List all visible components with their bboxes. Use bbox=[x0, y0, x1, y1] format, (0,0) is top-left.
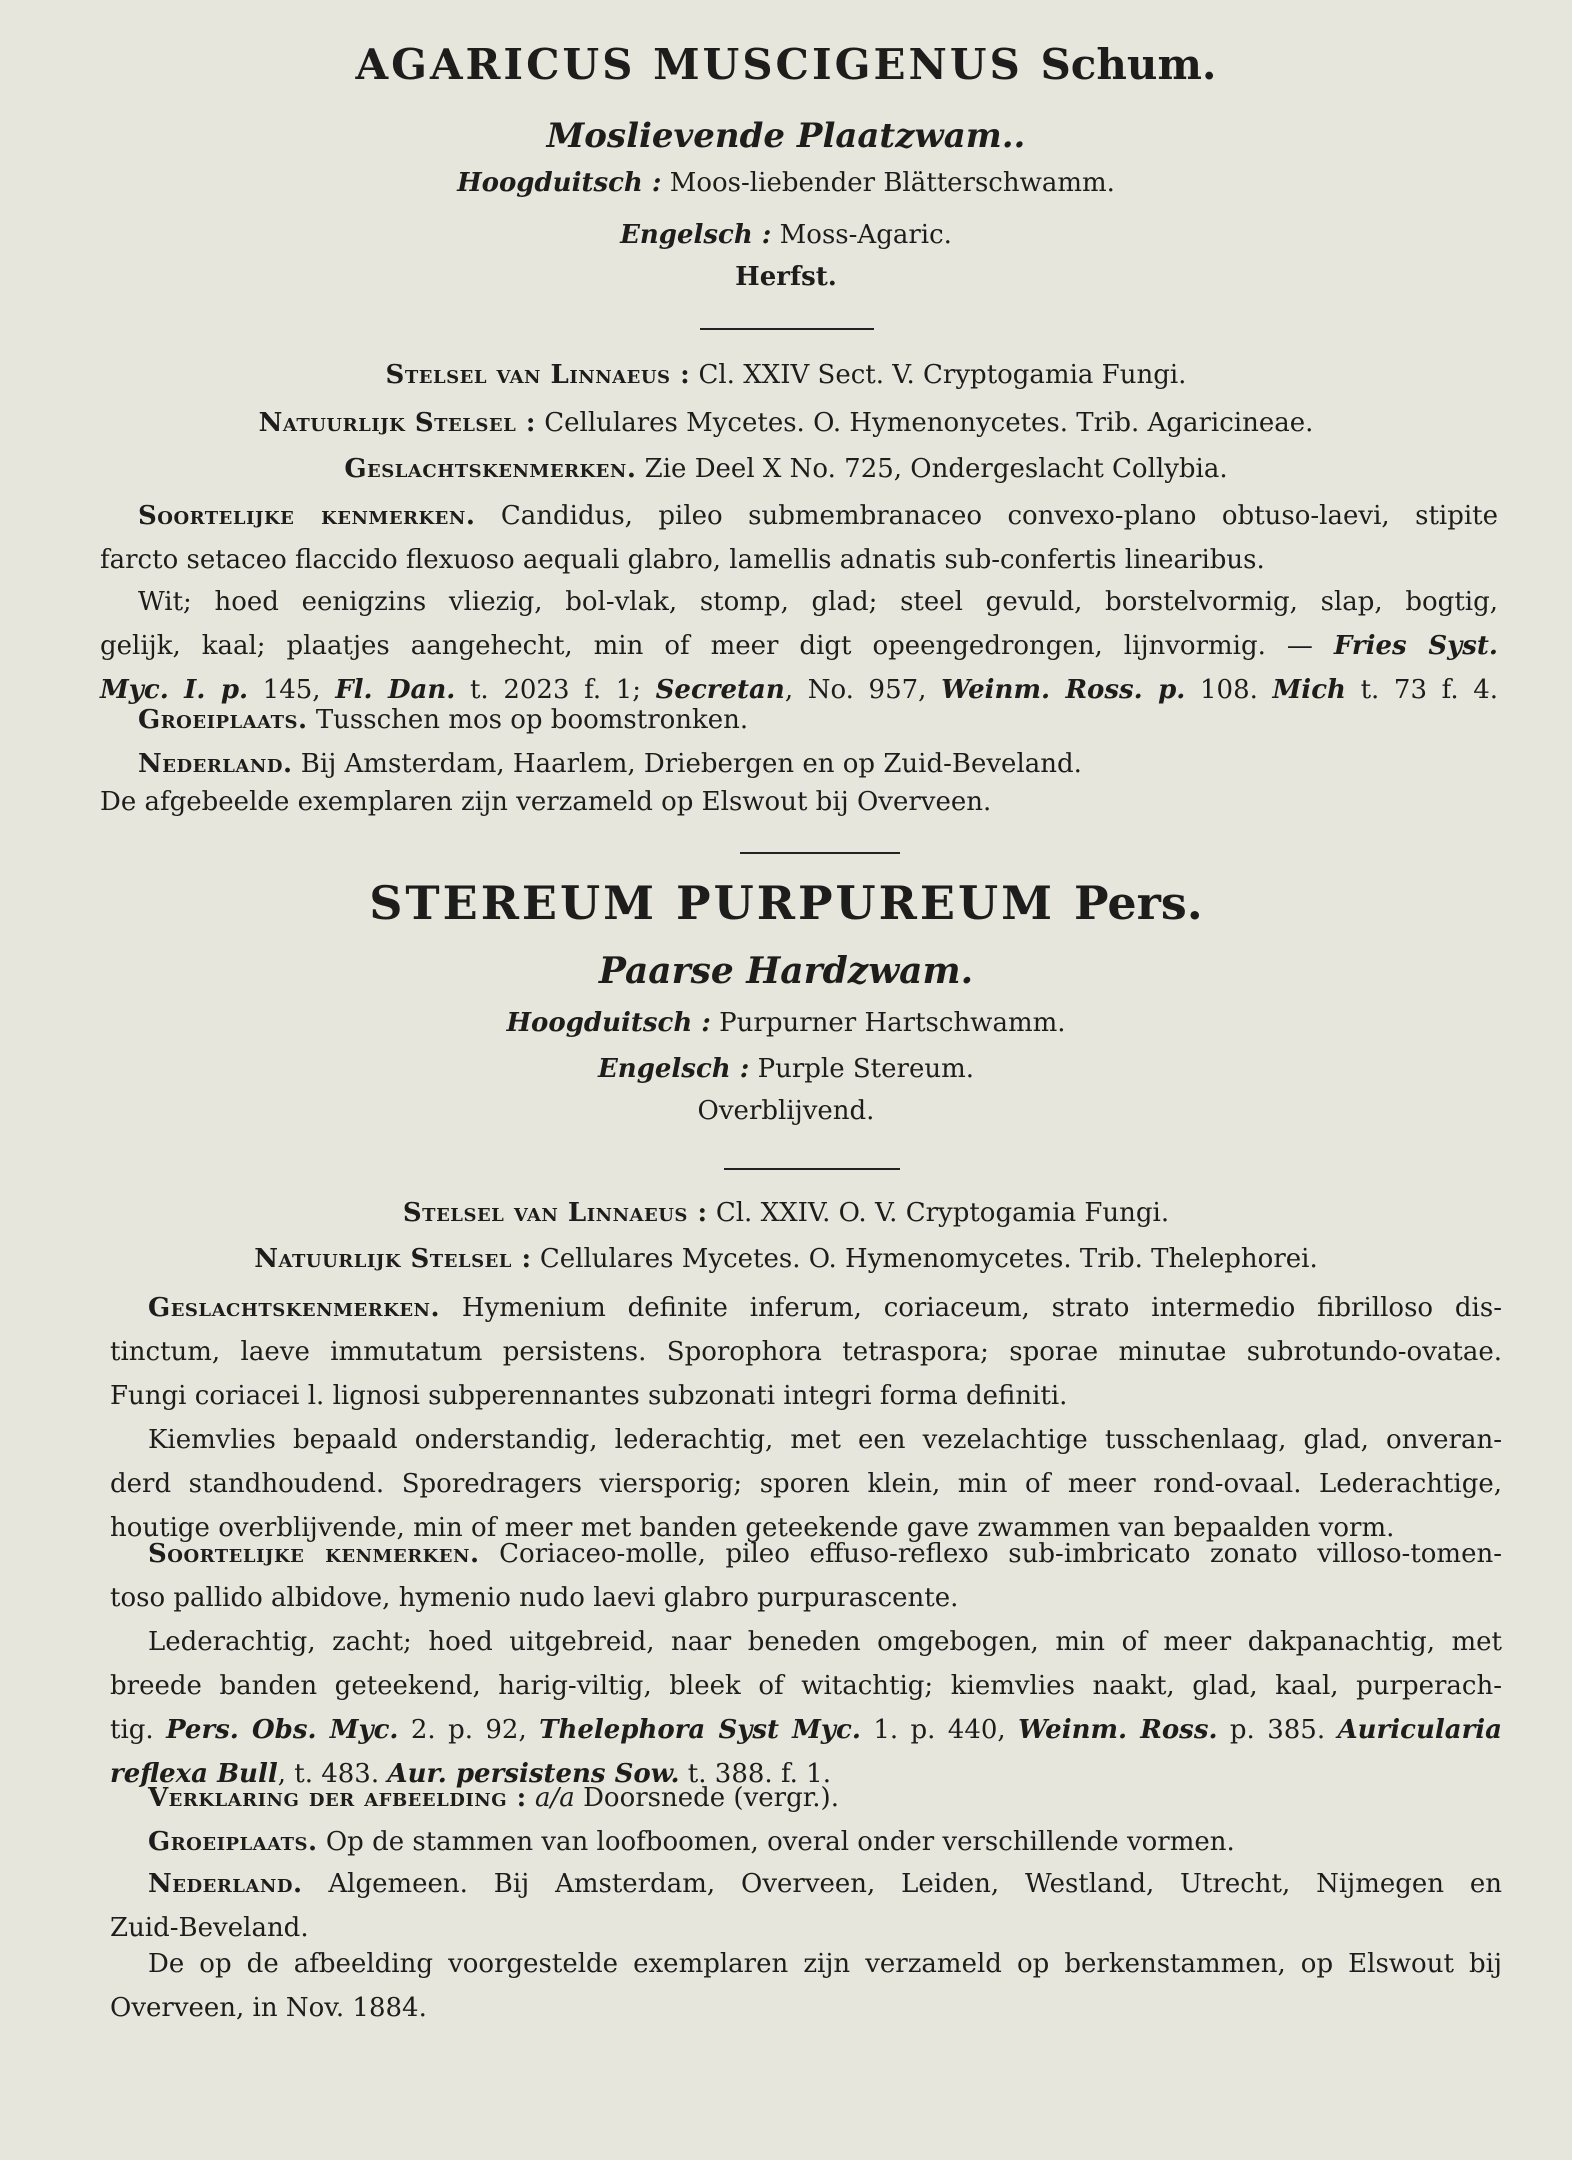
genus-line-1 bbox=[110, 1286, 1502, 1330]
genus-line-3: Fungi coriacei l. lignosi subperennantes subzonati integri forma definiti. bbox=[110, 1381, 1068, 1411]
english-name-line bbox=[0, 220, 1572, 250]
ref-mich: Mich bbox=[1272, 675, 1346, 705]
divider bbox=[700, 328, 874, 330]
ref-text: t. 388. f. 1. bbox=[679, 1759, 831, 1789]
dutch-text-2: gelijk, kaal; plaatjes aangehecht, min of meer digt opeengedrongen, lijnvormig. — bbox=[100, 631, 1334, 661]
specimen-line-1: De op de afbeelding voorgestelde exemplaren zijn verzameld op berkenstammen, op Elswout bij bbox=[148, 1949, 1502, 1979]
ref-text: 2. p. 92, bbox=[398, 1715, 540, 1745]
specimen-note bbox=[100, 780, 1500, 824]
genus-nl-line-1: Kiemvlies bepaald onderstandig, lederachtig, met een vezelachtige tusschenlaag, glad, onveran- bbox=[148, 1425, 1502, 1455]
natural-system bbox=[0, 408, 1572, 438]
season: Herfst. bbox=[735, 262, 837, 292]
figure-line bbox=[110, 1783, 839, 1813]
nl-label: Nederland. bbox=[138, 749, 293, 779]
dutch-line-1: Wit; hoed eenigzins vliezig, bol-vlak, stomp, glad; steel gevuld, borstelvormig, slap, bogtig, bbox=[138, 587, 1498, 617]
german-name-line bbox=[0, 168, 1572, 198]
linnaeus-system bbox=[0, 360, 1572, 390]
ref-text: 1. p. 440, bbox=[860, 1715, 1019, 1745]
references-line-1 bbox=[110, 1708, 1502, 1752]
ref-bull: reflexa Bull bbox=[110, 1759, 278, 1789]
species-line-2: toso pallido albidove, hymenio nudo laevi glabro purpurascente. bbox=[110, 1583, 959, 1613]
nl-line bbox=[100, 749, 1082, 779]
ref-text: 145, bbox=[248, 675, 336, 705]
habitat-label: Groeiplaats. bbox=[148, 1827, 318, 1857]
specimen-note bbox=[110, 1942, 1502, 2030]
species-characters bbox=[100, 494, 1498, 582]
species-line-2: farcto setaceo flaccido flexuoso aequali glabro, lamellis adnatis sub-confertis linearibus. bbox=[100, 545, 1265, 575]
ref-weinm: Weinm. Ross. p. bbox=[941, 675, 1186, 705]
natural-system bbox=[0, 1244, 1572, 1274]
nl-text-1: Algemeen. Bij Amsterdam, Overveen, Leiden, Westland, Utrecht, Nijmegen en bbox=[328, 1869, 1502, 1899]
season: Overblijvend. bbox=[697, 1096, 875, 1126]
linnaeus-label: Stelsel van Linnaeus : bbox=[402, 1198, 708, 1228]
specimen-text: De afgebeelde exemplaren zijn verzameld op Elswout bij Overveen. bbox=[100, 787, 992, 817]
netherlands-locations bbox=[110, 1862, 1502, 1950]
species-line-1 bbox=[110, 1532, 1502, 1576]
figure-symbol: a/a bbox=[535, 1783, 575, 1813]
habitat-value: Tusschen mos op boomstronken. bbox=[315, 705, 749, 735]
ref-secretan: Secretan bbox=[655, 675, 785, 705]
english-label: Engelsch : bbox=[620, 220, 772, 250]
habitat-line bbox=[110, 1827, 1235, 1857]
german-label: Hoogduitsch : bbox=[457, 168, 662, 198]
genus-label: Geslachtskenmerken. bbox=[148, 1293, 441, 1323]
english-name: Moss-Agaric. bbox=[779, 220, 952, 250]
ref-fries: Fries Syst. bbox=[1333, 631, 1498, 661]
species-title-agaricus bbox=[0, 40, 1572, 89]
species-label: Soortelijke kenmerken. bbox=[148, 1539, 480, 1569]
ref-thelephora: Thelephora Syst Myc. bbox=[539, 1715, 861, 1745]
ref-text: tig. bbox=[110, 1715, 167, 1745]
common-name: Moslievende Plaatzwam.. bbox=[546, 116, 1026, 156]
figure-explanation bbox=[110, 1776, 1510, 1820]
ref-pers: Pers. Obs. Myc. bbox=[166, 1715, 399, 1745]
habitat-value: Op de stammen van loofboomen, overal onder verschillende vormen. bbox=[325, 1827, 1235, 1857]
ref-fl-dan: Fl. Dan. bbox=[335, 675, 456, 705]
natural-value: Cellulares Mycetes. O. Hymenonycetes. Trib. Agaricineae. bbox=[544, 408, 1314, 438]
german-name: Moos-liebender Blätterschwamm. bbox=[669, 168, 1115, 198]
german-label: Hoogduitsch : bbox=[506, 1008, 711, 1038]
figure-value: Doorsnede (vergr.). bbox=[583, 1783, 839, 1813]
dutch-line-1: Lederachtig, zacht; hoed uitgebreid, naar beneden omgebogen, min of meer dakpanachtig, met bbox=[148, 1627, 1502, 1657]
title-genus: STEREUM PURPUREUM bbox=[369, 876, 1056, 930]
species-characters bbox=[110, 1532, 1502, 1796]
title-author: Pers. bbox=[1074, 876, 1203, 930]
figure-label: Verklaring der afbeelding : bbox=[148, 1783, 527, 1813]
linnaeus-system bbox=[0, 1198, 1572, 1228]
ref-auricularia: Auricularia bbox=[1337, 1715, 1503, 1745]
natural-label: Natuurlijk Stelsel : bbox=[258, 408, 536, 438]
english-name: Purple Stereum. bbox=[757, 1054, 974, 1084]
ref-weinm: Weinm. Ross. bbox=[1018, 1715, 1218, 1745]
nl-value: Bij Amsterdam, Haarlem, Driebergen en op Zuid-Beveland. bbox=[300, 749, 1082, 779]
specimen-line-2: Overveen, in Nov. 1884. bbox=[110, 1993, 427, 2023]
ref-text: t. 2023 f. 1; bbox=[455, 675, 656, 705]
genus-line-2: tinctum, laeve immutatum persistens. Sporophora tetraspora; sporae minutae subrotundo-ovatae. bbox=[110, 1337, 1502, 1367]
ref-myc: Myc. I. p. bbox=[100, 675, 249, 705]
ref-text: , t. 483. bbox=[277, 1759, 388, 1789]
nl-line-1 bbox=[110, 1862, 1502, 1906]
genus-label: Geslachtskenmerken. bbox=[344, 454, 637, 484]
dutch-line-2: breede banden geteekend, harig-viltig, bleek of witachtig; kiemvlies naakt, glad, kaal, purperach- bbox=[110, 1671, 1502, 1701]
common-name: Paarse Hardzwam. bbox=[598, 950, 974, 992]
genus-nl-line-3: houtige overblijvende, min of meer met banden geteekende gave zwammen van bepaalden vorm. bbox=[110, 1513, 1395, 1543]
english-name-line bbox=[0, 1054, 1572, 1084]
genus-characters bbox=[110, 1286, 1502, 1550]
habitat-line bbox=[100, 705, 748, 735]
species-text-1: Coriaceo-molle, pileo effuso-reflexo sub-imbricato zonato villoso-tomen- bbox=[499, 1539, 1502, 1569]
natural-label: Natuurlijk Stelsel : bbox=[254, 1244, 532, 1274]
linnaeus-value: Cl. XXIV Sect. V. Cryptogamia Fungi. bbox=[698, 360, 1187, 390]
linnaeus-label: Stelsel van Linnaeus : bbox=[385, 360, 691, 390]
habitat bbox=[110, 1820, 1510, 1864]
divider bbox=[724, 1168, 900, 1170]
ref-text: p. 385. bbox=[1217, 1715, 1338, 1745]
ref-sow: Aur. persistens Sow. bbox=[387, 1759, 680, 1789]
german-name-line bbox=[0, 1008, 1572, 1038]
genus-text-1: Hymenium definite inferum, coriaceum, strato intermedio fibrilloso dis- bbox=[461, 1293, 1502, 1323]
species-text-1: Candidus, pileo submembranaceo convexo-plano obtuso-laevi, stipite bbox=[500, 501, 1498, 531]
habitat-label: Groeiplaats. bbox=[138, 705, 308, 735]
genus-value: Zie Deel X No. 725, Ondergeslacht Collybia. bbox=[644, 454, 1228, 484]
nl-line-2: Zuid-Beveland. bbox=[110, 1913, 309, 1943]
linnaeus-value: Cl. XXIV. O. V. Cryptogamia Fungi. bbox=[715, 1198, 1170, 1228]
title-genus: AGARICUS MUSCIGENUS bbox=[355, 40, 1023, 89]
english-label: Engelsch : bbox=[597, 1054, 750, 1084]
species-line-1 bbox=[100, 494, 1498, 538]
divider bbox=[740, 852, 900, 854]
natural-value: Cellulares Mycetes. O. Hymenomycetes. Trib. Thelephorei. bbox=[539, 1244, 1318, 1274]
german-name: Purpurner Hartschwamm. bbox=[719, 1008, 1066, 1038]
dutch-line-2 bbox=[100, 624, 1498, 668]
habitat bbox=[100, 698, 1500, 742]
ref-text: , No. 957, bbox=[784, 675, 942, 705]
genus-nl-line-2: derd standhoudend. Sporedragers viersporig; sporen klein, min of meer rond-ovaal. Lederachtige, bbox=[110, 1469, 1502, 1499]
title-author: Schum. bbox=[1040, 40, 1217, 89]
species-label: Soortelijke kenmerken. bbox=[138, 501, 476, 531]
dutch-description bbox=[100, 580, 1498, 712]
nl-label: Nederland. bbox=[148, 1869, 303, 1899]
species-title-stereum bbox=[0, 876, 1572, 930]
genus-characters bbox=[0, 454, 1572, 484]
ref-text: 108. bbox=[1185, 675, 1273, 705]
ref-text: t. 73 f. 4. bbox=[1345, 675, 1499, 705]
